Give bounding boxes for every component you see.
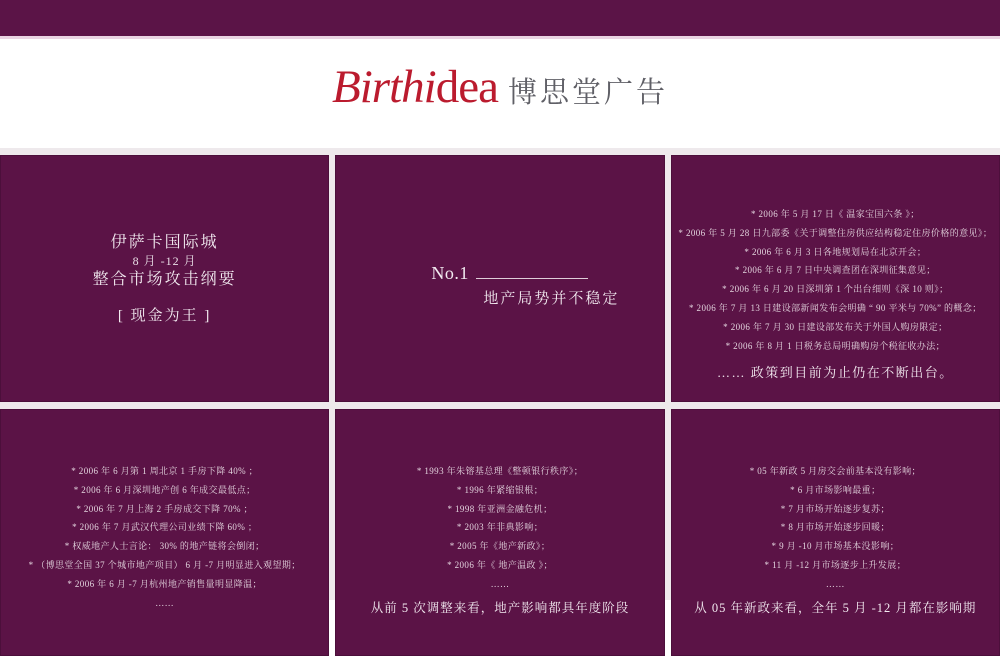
- top-bar: [0, 0, 1000, 36]
- bullet-line: * 2006 年 6 月深圳地产创 6 年成交最低点；: [73, 484, 256, 495]
- slide-2005-policy-effect[interactable]: [671, 409, 1000, 656]
- bullet-line: * 8 月市场开始逐步回暖；: [780, 522, 890, 533]
- bullet-line: * 2003 年非典影响；: [456, 522, 544, 533]
- brand-logo-chinese: 博思堂广告: [507, 76, 668, 109]
- bullet-line: * 9 月 -10 月市场基本没影响；: [771, 541, 900, 552]
- bullet-line: * 2006 年《 地产温政 》；: [447, 559, 553, 570]
- bullet-line: * 2006 年 5 月 28 日九部委《关于调整住房供应结构稳定住房价格的意见》；: [678, 227, 993, 238]
- slide-grid: [0, 148, 1000, 615]
- cover-date-range: 8 月 -12 月: [132, 254, 197, 268]
- section-title: 地产局势并不稳定: [483, 291, 620, 307]
- brand-logo-latin-rest: dea: [435, 60, 498, 113]
- bullet-line: * 2006 年 7 月上海 2 手房成交下降 70% ；: [76, 503, 253, 514]
- slide-history-adjustments[interactable]: [335, 409, 664, 656]
- bullet-line: * 2006 年 7 月武汉代理公司业绩下降 60% ；: [72, 522, 258, 533]
- slide-section-no1[interactable]: [335, 155, 664, 402]
- cover-title: 伊萨卡国际城: [110, 234, 219, 251]
- bullet-line: * 05 年新政 5 月房交会前基本没有影响；: [749, 466, 921, 476]
- bullet-list: [1, 462, 328, 612]
- bullet-line: * 2006 年 6 月 20 日深圳第 1 个出台细则《深 10 则》；: [722, 284, 949, 295]
- bullet-line: * 11 月 -12 月市场逐步上升发展；: [764, 559, 907, 570]
- bullet-line: * 2006 年 6 月 3 日各地规划局在北京开会；: [744, 246, 927, 257]
- bullet-line: * 2006 年 6 月 -7 月杭州地产销售量明显降温；: [67, 578, 262, 589]
- bullet-line: * 7 月市场开始逐步复苏；: [780, 503, 890, 514]
- bullet-line: * 6 月市场影响最重；: [790, 484, 881, 495]
- bullet-line: * 1998 年亚洲金融危机；: [447, 503, 553, 514]
- bullet-line: * （博思堂全国 37 个城市地产项目） 6 月 -7 月明显进入观望期；: [28, 559, 301, 570]
- section-number-line: [431, 263, 663, 284]
- bullet-list: [336, 462, 663, 594]
- slide-market-downturn[interactable]: [0, 409, 329, 656]
- bullet-line: ……: [490, 578, 510, 589]
- bullet-line: * 2006 年 6 月 7 日中央调查团在深圳征集意见；: [735, 265, 936, 276]
- bullet-line: * 1993 年朱镕基总理《整顿银行秩序》；: [416, 466, 584, 476]
- bullet-line: ……: [825, 578, 845, 589]
- bullet-line: * 2005 年《地产新政》；: [449, 541, 551, 552]
- closing-statement: …… 政策到目前为止仍在不断出台。: [716, 365, 954, 381]
- bullet-line: ……: [155, 597, 175, 608]
- bullet-line: * 2006 年 8 月 1 日税务总局明确购房个税征收办法；: [725, 340, 946, 351]
- bullet-list: [672, 205, 999, 355]
- brand-logo-latin-italic: Birthi: [332, 60, 436, 113]
- cover-subtitle: 整合市场攻击纲要: [92, 271, 237, 288]
- brand-logo: [332, 60, 668, 114]
- section-underline: [476, 278, 588, 279]
- bullet-line: * 2006 年 5 月 17 日《 温家宝国六条 》；: [750, 209, 920, 219]
- closing-statement: 从前 5 次调整来看，地产影响都具年度阶段: [370, 600, 630, 615]
- bullet-list: [672, 462, 999, 594]
- bullet-line: * 2006 年 7 月 13 日建设部新闻发布会明确 “ 90 平米与 70%” 的概念；: [689, 302, 982, 313]
- brand-logo-latin: [332, 60, 498, 114]
- slide-cover[interactable]: [0, 155, 329, 402]
- cover-tagline: [ 现金为王 ]: [117, 308, 212, 324]
- slide-policy-timeline[interactable]: [671, 155, 1000, 402]
- section-number: No.1: [431, 263, 469, 283]
- page-header: [0, 39, 1000, 148]
- bullet-line: * 2006 年 6 月第 1 周北京 1 手房下降 40% ；: [71, 466, 259, 476]
- bullet-line: * 2006 年 7 月 30 日建设部发布关于外国人购房限定；: [723, 321, 948, 332]
- bullet-line: * 权威地产人士言论： 30% 的地产链将会倒闭；: [64, 541, 265, 552]
- bullet-line: * 1996 年紧缩银根；: [456, 484, 544, 495]
- closing-statement: 从 05 年新政来看，全年 5 月 -12 月都在影响期: [694, 600, 977, 615]
